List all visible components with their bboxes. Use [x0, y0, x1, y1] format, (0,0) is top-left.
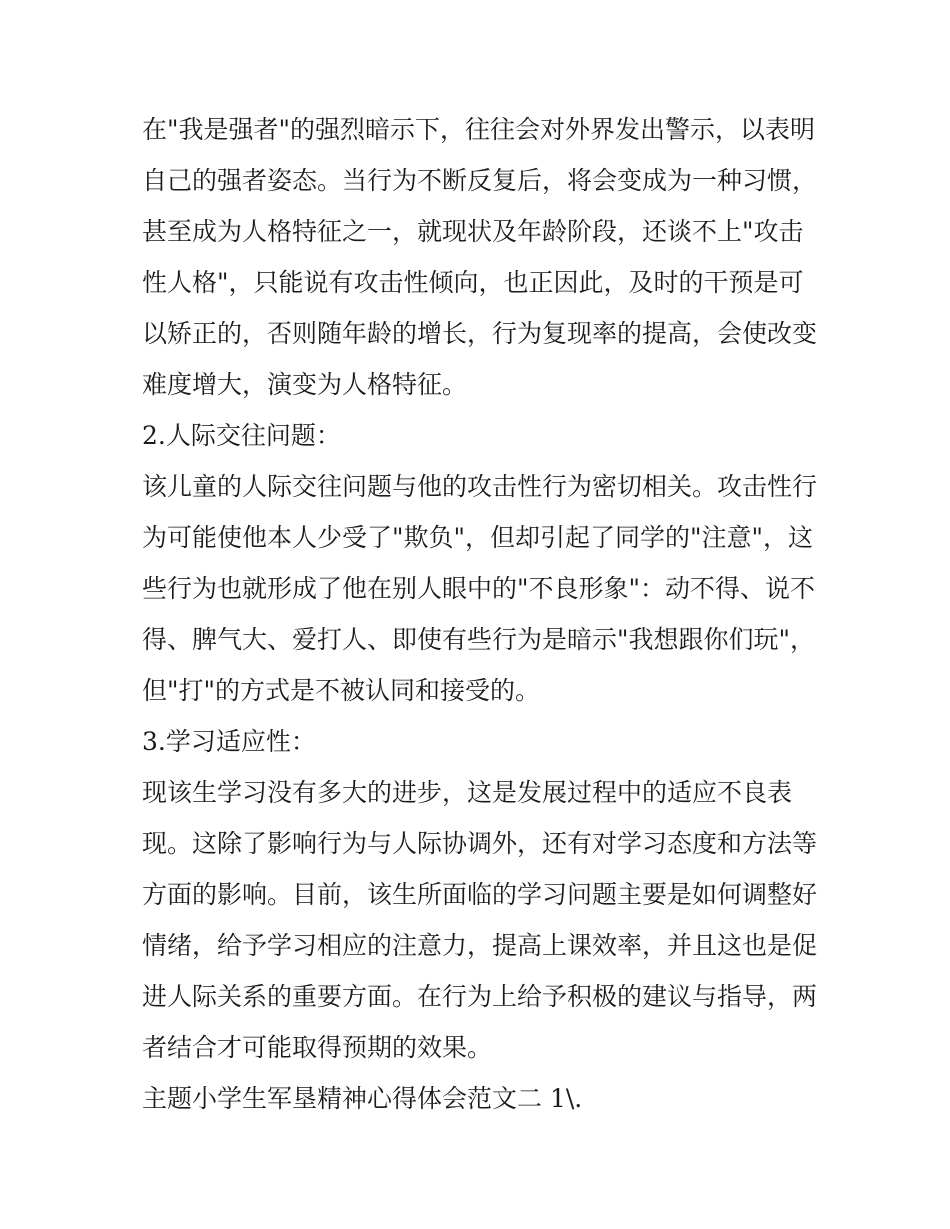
paragraph-line: 者结合才可能取得预期的效果。 [142, 1033, 493, 1062]
document-body [142, 104, 822, 1124]
paragraph-line: 些行为也就形成了他在别人眼中的"不良形象"：动不得、说不 [142, 574, 816, 603]
paragraph-line: 性人格"，只能说有攻击性倾向，也正因此，及时的干预是可 [142, 268, 804, 297]
section-heading: 2.人际交往问题： [142, 421, 341, 450]
paragraph-line: 为可能使他本人少受了"欺负"，但却引起了同学的"注意"，这 [142, 523, 813, 552]
paragraph-line: 但"打"的方式是不被认同和接受的。 [142, 676, 540, 705]
paragraph-line: 方面的影响。目前，该生所面临的学习问题主要是如何调整好 [142, 880, 818, 909]
paragraph-line: 以矫正的，否则随年龄的增长，行为复现率的提高，会使改变 [142, 319, 818, 348]
paragraph-line: 难度增大，演变为人格特征。 [142, 370, 468, 399]
paragraph-line: 在"我是强者"的强烈暗示下，往往会对外界发出警示，以表明 [142, 115, 816, 144]
paragraph-line: 甚至成为人格特征之一，就现状及年龄阶段，还谈不上"攻击 [142, 217, 804, 246]
paragraph-line: 情绪，给予学习相应的注意力，提高上课效率，并且这也是促 [142, 931, 818, 960]
paragraph-line: 现该生学习没有多大的进步，这是发展过程中的适应不良表 [142, 778, 793, 807]
paragraph-line: 进人际关系的重要方面。在行为上给予积极的建议与指导，两 [142, 982, 818, 1011]
paragraph-line: 得、脾气大、爱打人、即使有些行为是暗示"我想跟你们玩"， [142, 625, 816, 654]
document-title-line: 主题小学生军垦精神心得体会范文二 1\. [142, 1084, 583, 1113]
paragraph-line: 现。这除了影响行为与人际协调外，还有对学习态度和方法等 [142, 829, 818, 858]
paragraph-line: 该儿童的人际交往问题与他的攻击性行为密切相关。攻击性行 [142, 472, 818, 501]
section-heading: 3.学习适应性： [142, 727, 316, 756]
paragraph-line: 自己的强者姿态。当行为不断反复后，将会变成为一种习惯， [142, 166, 818, 195]
